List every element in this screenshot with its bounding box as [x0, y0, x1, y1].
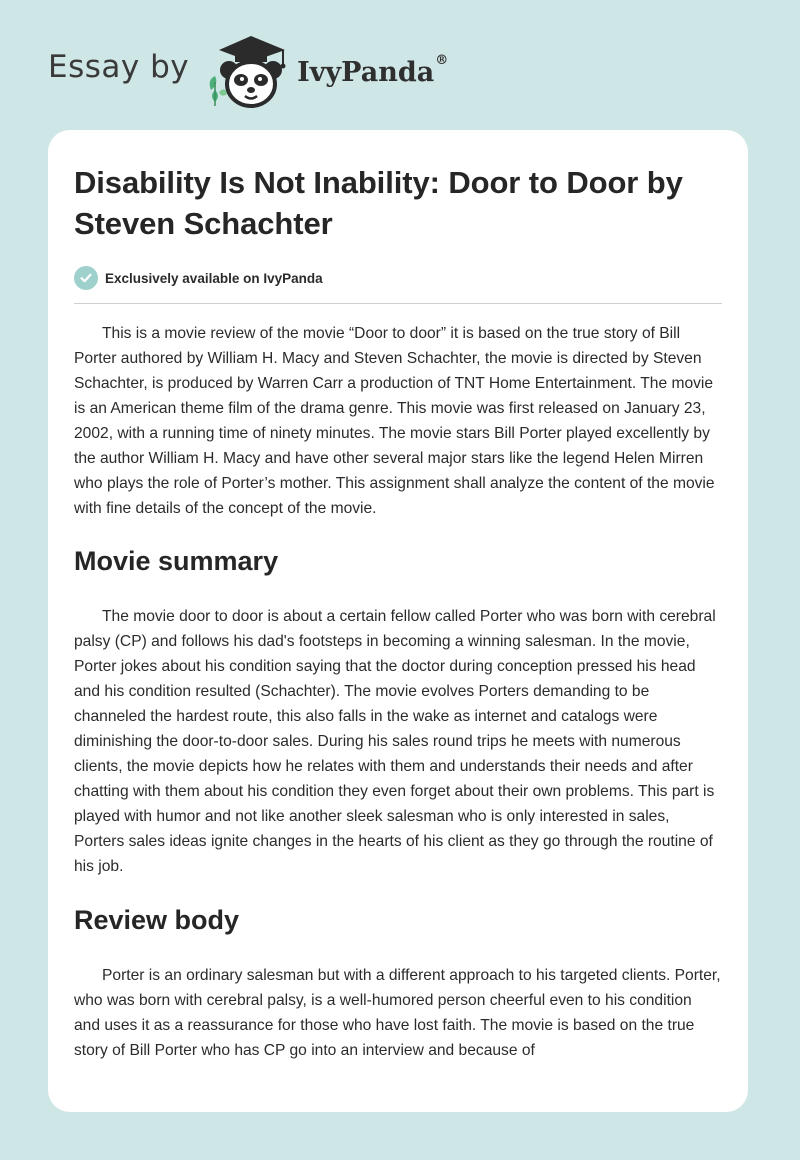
essay-content: [48, 130, 748, 1063]
brand-name: [297, 52, 449, 88]
section-heading-movie-summary: Movie summary: [74, 546, 279, 576]
exclusive-badge: [74, 266, 722, 304]
panda-graduate-icon: [205, 30, 293, 110]
registered-mark: ®: [435, 52, 449, 68]
review-body-paragraph: Porter is an ordinary salesman but with a different approach to his targeted clients. Porter, who was born with cerebral palsy, is a well-humored person cheerful even to his condition and uses it as a reassurance for those who have lost faith. The movie is based on the true story of Bill Porter who has CP go into an interview and because of: [74, 967, 721, 1059]
essay-card: [48, 130, 748, 1112]
movie-summary-paragraph: The movie door to door is about a certain fellow called Porter who was born with cerebral palsy (CP) and follows his dad's footsteps in becoming a winning salesman. In the movie, Porter jokes about his condition saying that the doctor during conception pressed his head and his condition resulted (Schachter). The movie evolves Porters demanding to be channeled the hardest route, this also falls in the wake as internet and catalogs were diminishing the door-to-door sales. During his sales round trips he meets with numerous clients, the movie depicts how he relates with them and understands their needs and after chatting with them about his condition they even forget about their own problems. This part is played with humor and not like another sleek salesman who is only interested in sales, Porters sales ideas ignite changes in the hearts of his client as they go through the routine of his job.: [74, 608, 716, 875]
exclusive-badge-text: Exclusively available on IvyPanda: [105, 270, 323, 286]
page-title: Disability Is Not Inability: Door to Door by Steven Schachter: [74, 165, 683, 241]
site-logo[interactable]: [48, 30, 448, 110]
intro-paragraph: This is a movie review of the movie “Door to door” it is based on the true story of Bill Porter authored by William H. Macy and Steven Schachter, the movie is directed by Steven Schachter, is produced by Warren Carr a production of TNT Home Entertainment. The movie is an American theme film of the drama genre. This movie was first released on January 23, 2002, with a running time of ninety minutes. The movie stars Bill Porter played excellently by the author William H. Macy and have other several major stars like the legend Helen Mirren who plays the role of Porter’s mother. This assignment shall analyze the content of the movie with fine details of the concept of the movie.: [74, 325, 715, 517]
brand-name-text: IvyPanda: [297, 56, 435, 88]
section-heading-review-body: Review body: [74, 905, 240, 935]
brand-prefix: Essay by: [48, 49, 190, 85]
check-circle-icon: [74, 266, 98, 290]
